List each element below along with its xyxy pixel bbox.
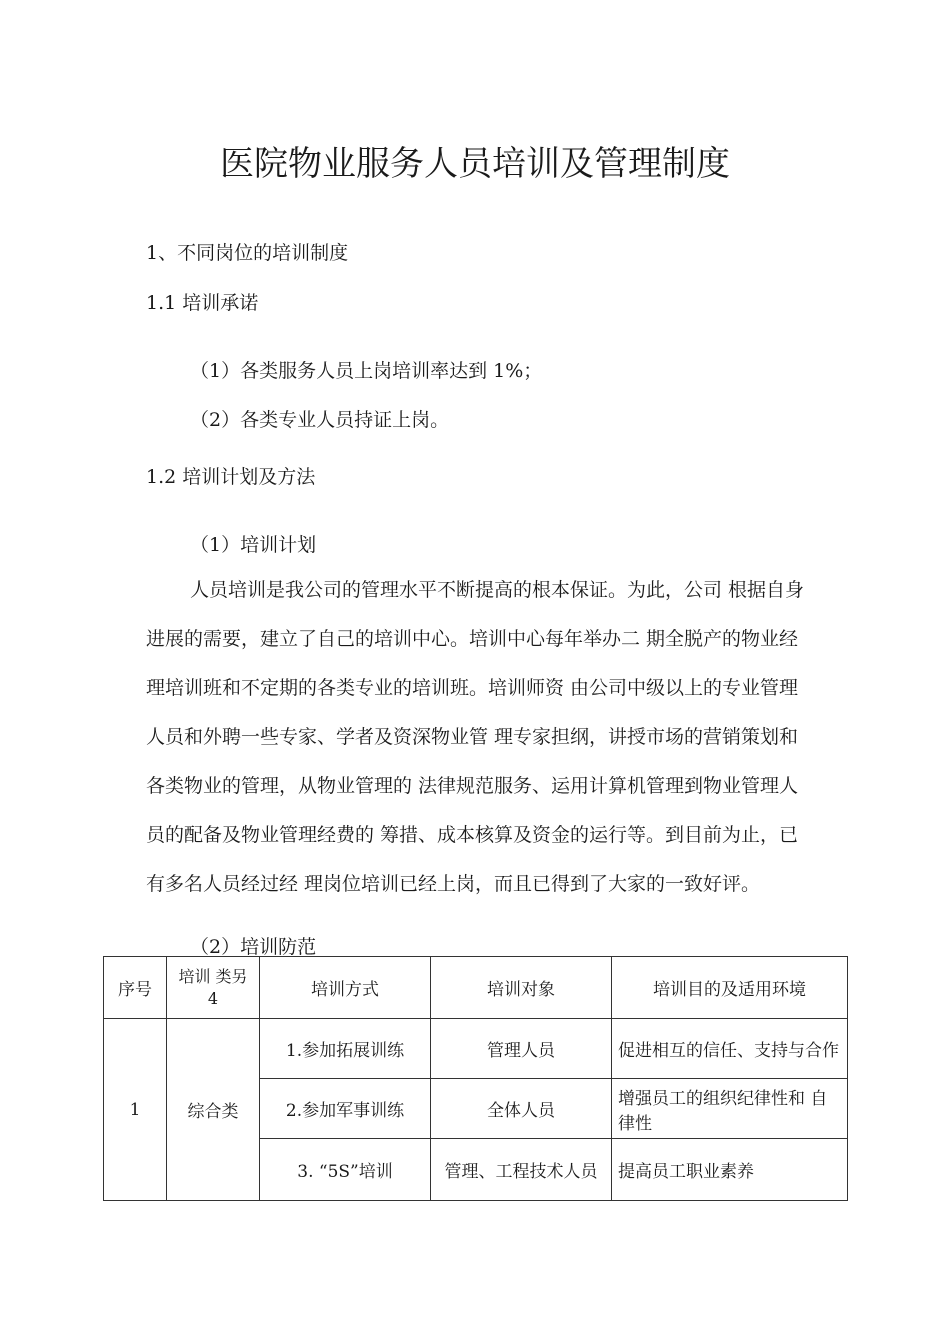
document-title: 医院物业服务人员培训及管理制度 [220, 144, 730, 184]
cell-type: 综合类 [167, 1019, 260, 1201]
paragraph-line: 人员培训是我公司的管理水平不断提高的根本保证。为此，公司 根据自身 [190, 579, 805, 601]
table-header-row [104, 957, 848, 1019]
paragraph-line: 各类物业的管理，从物业管理的 法律规范服务、运用计算机管理到物业管理人 [146, 775, 799, 797]
cell-goal: 提高员工职业素养 [612, 1139, 848, 1201]
header-type [167, 957, 260, 1019]
cell-method: 1.参加拓展训练 [260, 1019, 431, 1079]
section-heading-1-1: 1.1 培训承诺 [146, 292, 259, 314]
cell-goal: 增强员工的组织纪律性和 自律性 [612, 1079, 848, 1139]
header-type-line: 培训 类另 [178, 966, 248, 986]
section-heading-1: 1、不同岗位的培训制度 [146, 242, 349, 264]
paragraph-line: 进展的需要，建立了自己的培训中心。培训中心每年举办二 期全脱产的物业经 [146, 628, 799, 650]
table-row [104, 1019, 848, 1079]
commitment-item: （1）各类服务人员上岗培训率达到 1%； [190, 360, 543, 382]
cell-no: 1 [104, 1019, 167, 1201]
header-goal: 培训目的及适用环境 [612, 957, 848, 1019]
training-table [103, 956, 848, 1201]
header-type-line: 4 [207, 988, 219, 1008]
cell-method: 2.参加军事训练 [260, 1079, 431, 1139]
paragraph-line: 员的配备及物业管理经费的 筹措、成本核算及资金的运行等。到目前为止，已 [146, 824, 799, 846]
section-heading-1-2: 1.2 培训计划及方法 [146, 466, 316, 488]
cell-target: 管理人员 [431, 1019, 612, 1079]
cell-target: 全体人员 [431, 1079, 612, 1139]
paragraph-line: 有多名人员经过经 理岗位培训已经上岗，而且已得到了大家的一致好评。 [146, 873, 761, 895]
header-no: 序号 [104, 957, 167, 1019]
paragraph-line: 人员和外聘一些专家、学者及资深物业管 理专家担纲，讲授市场的营销策划和 [146, 726, 799, 748]
paragraph-line: 理培训班和不定期的各类专业的培训班。培训师资 由公司中级以上的专业管理 [146, 677, 799, 699]
cell-goal: 促进相互的信任、支持与合作 [612, 1019, 848, 1079]
commitment-item: （2）各类专业人员持证上岗。 [190, 409, 450, 431]
header-target: 培训对象 [431, 957, 612, 1019]
plan-paragraph [146, 575, 846, 918]
prevent-heading: （2）培训防范 [190, 936, 317, 958]
header-method: 培训方式 [260, 957, 431, 1019]
cell-method: 3. “5S”培训 [260, 1139, 431, 1201]
plan-heading: （1）培训计划 [190, 534, 317, 556]
cell-target: 管理、工程技术人员 [431, 1139, 612, 1201]
